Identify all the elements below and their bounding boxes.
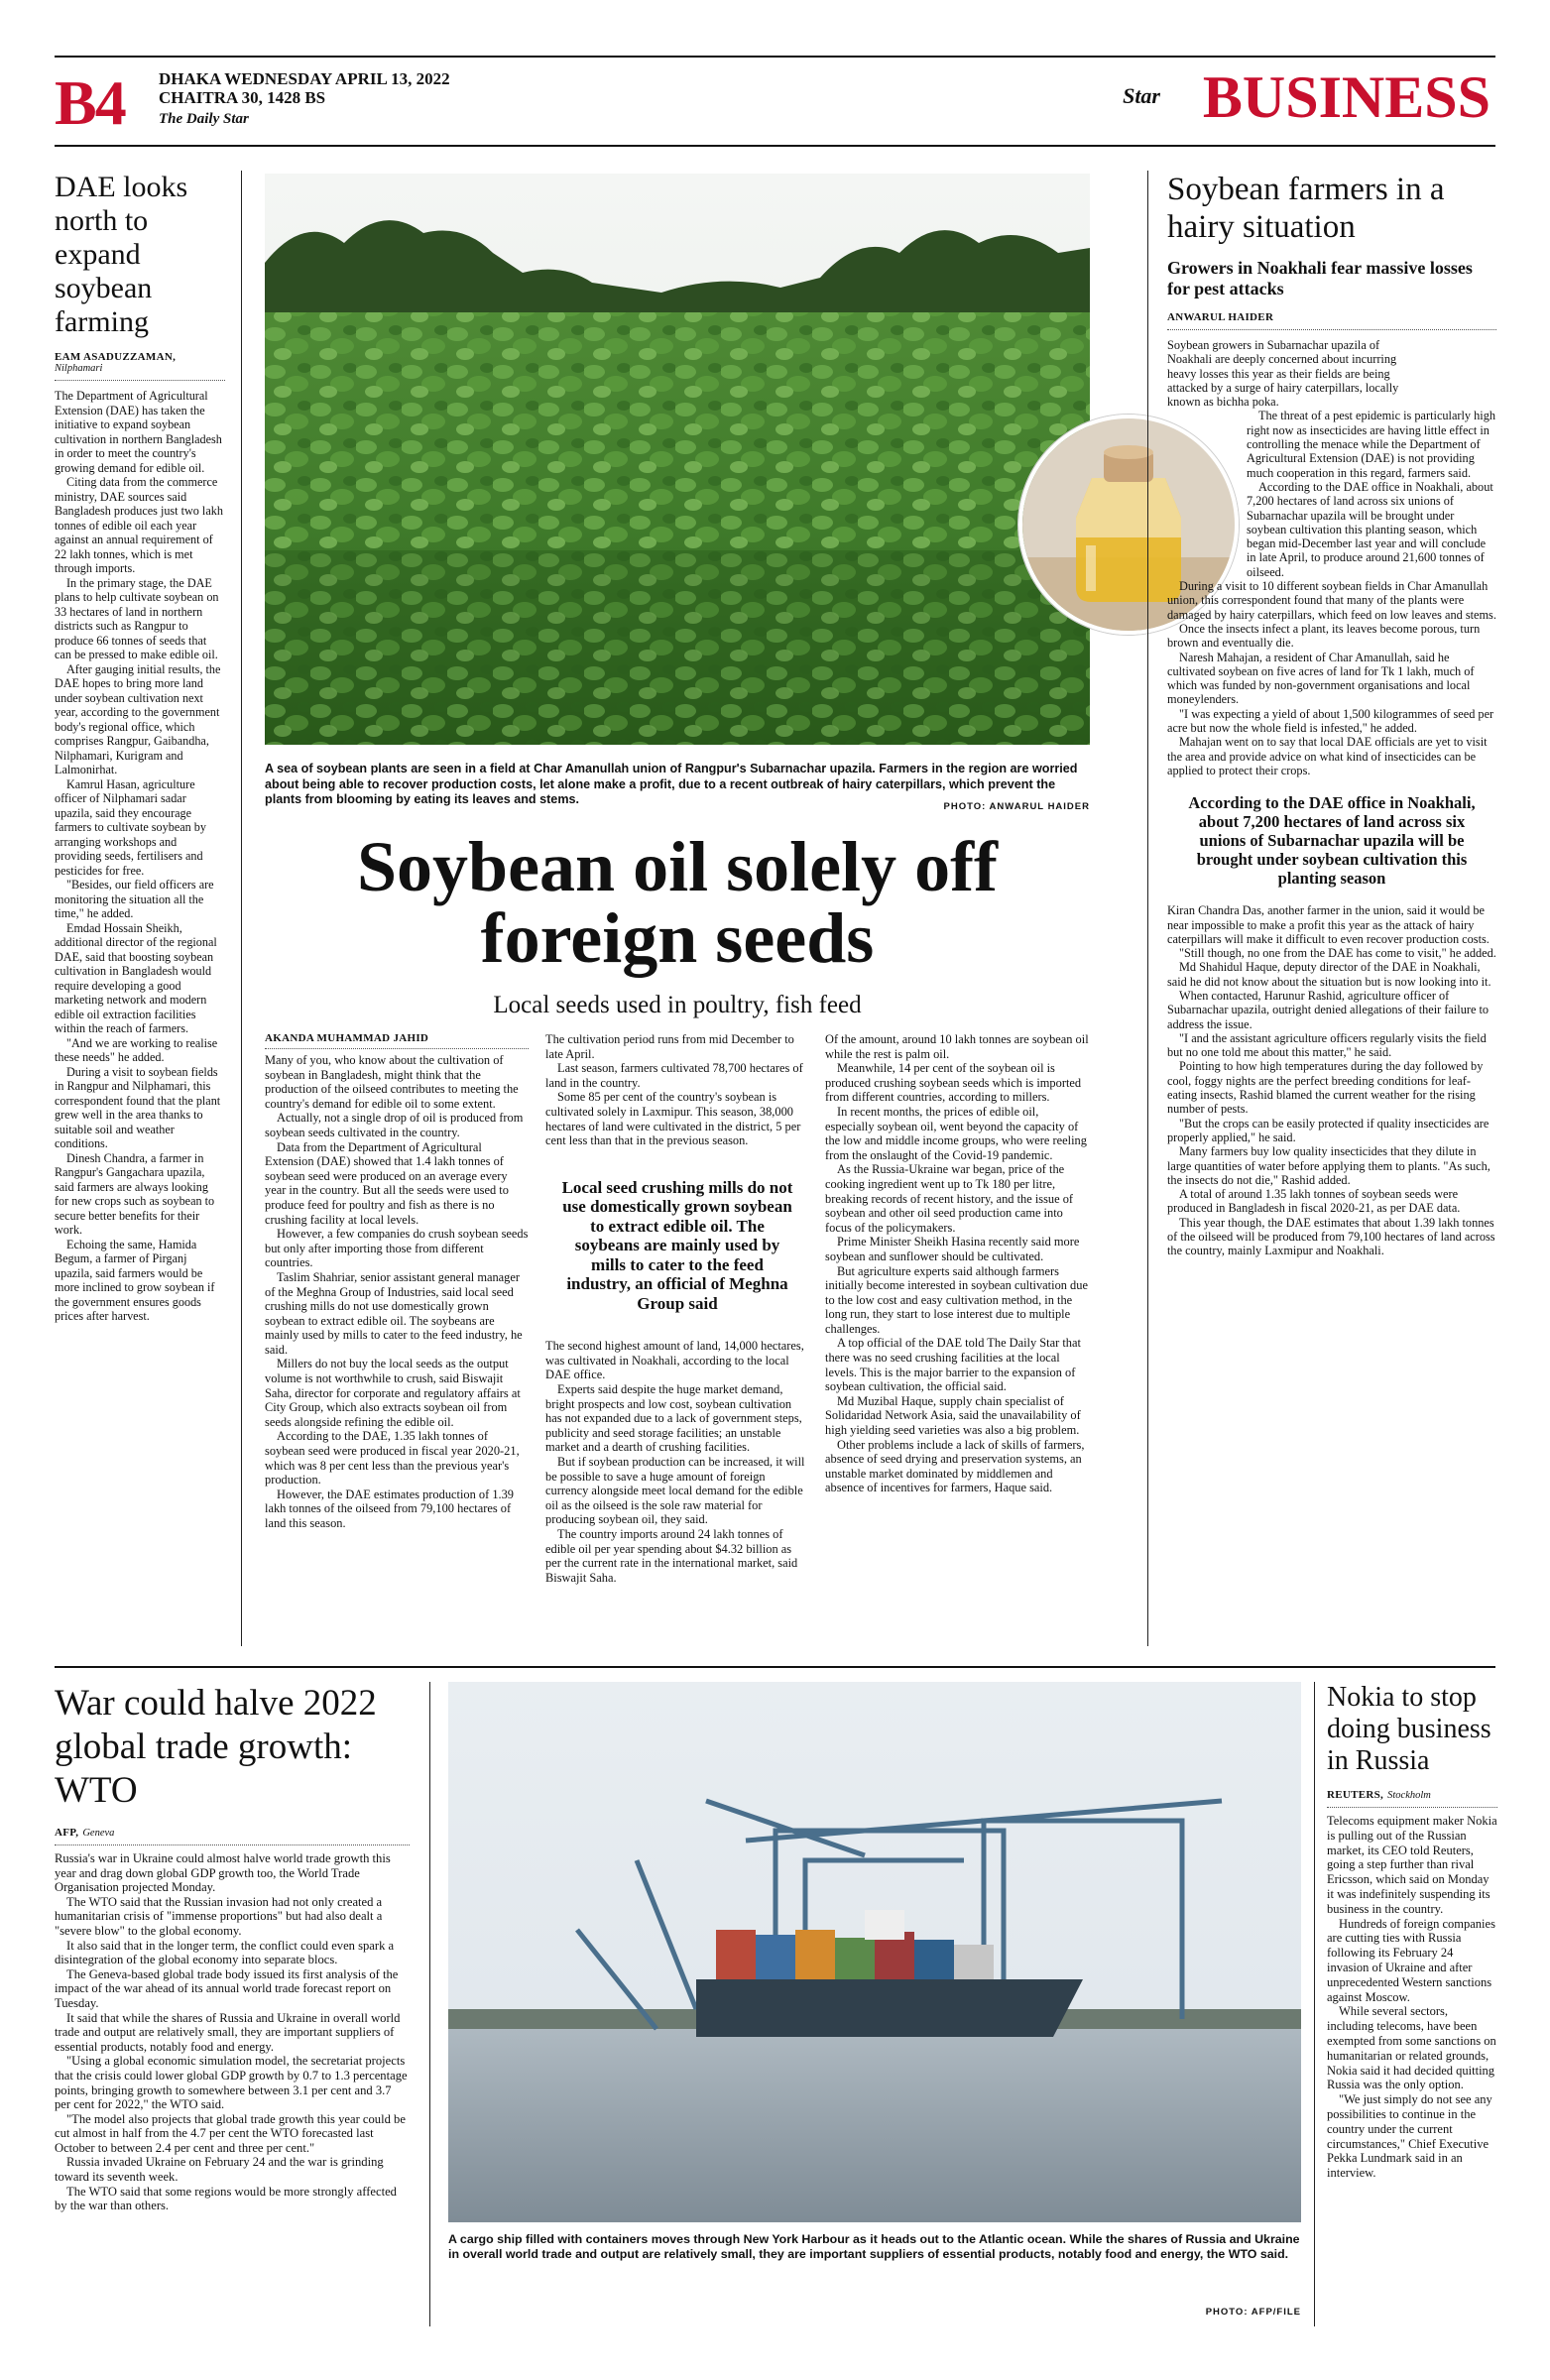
paragraph: Last season, farmers cultivated 78,700 hectares of land in the country. <box>545 1061 803 1090</box>
paragraph: In the primary stage, the DAE plans to help cultivate soybean on 33 hectares of land in northern districts such as Rangpur to produce 66 tonnes of seeds that can be pressed to make edible oil. <box>55 575 219 661</box>
paragraph: Telecoms equipment maker Nokia is pulling out of the Russian market, its CEO told Reuters, going a step further than rival Ericsson, which said on Monday it was indefinitely suspending its business in the country. <box>1327 1814 1497 1916</box>
right-story <box>1167 171 1496 1258</box>
paragraph: "And we are working to realise these needs" he added. <box>55 1035 218 1064</box>
byline-block <box>1327 1785 1497 1808</box>
paragraph: Many farmers buy low quality insecticides that they dilute in large quantities of water before applying them to plants. "As such, the insects do not die," Rashid added. <box>1167 1144 1490 1187</box>
headline: Soybean farmers in a hairy situation <box>1167 172 1445 245</box>
masthead-bottom-rule <box>55 145 1495 147</box>
soybean-field-photo <box>265 174 1090 745</box>
paragraph: Some 85 per cent of the country's soybean is cultivated solely in Laxmipur. This season, 38,000 hectares of land were cultivated in the district, 5 per cent less than that in the previous season. <box>545 1090 801 1148</box>
dateline-place: Geneva <box>82 1828 115 1839</box>
paragraph: Hundreds of foreign companies are cutting ties with Russia following its February 24 invasion of Ukraine and after unprecedented Western sanctions against Moscow. <box>1327 1916 1495 2004</box>
nokia-story <box>1327 1682 1497 2181</box>
article-body <box>545 1339 809 1585</box>
byline: REUTERS, <box>1327 1789 1384 1801</box>
paragraph: A total of around 1.35 lakh tonnes of soybean seeds were produced in Bangladesh in fiscal 2020-21, as per DAE data. <box>1167 1187 1461 1216</box>
paragraph: Actually, not a single drop of oil is produced from soybean seeds cultivated in the country. <box>265 1111 524 1139</box>
cargo-ship-photo <box>448 1682 1301 2222</box>
paragraph: A top official of the DAE told The Daily Star that there was no seed crushing facilities at the local levels. This is the major barrier to the expansion of soybean cultivation, the official said. <box>825 1336 1081 1394</box>
column-rule <box>1314 1682 1315 2326</box>
paragraph: "Besides, our field officers are monitoring the situation all the time," he added. <box>55 878 214 920</box>
paragraph: Russia's war in Ukraine could almost halve world trade growth this year and drag down global GDP growth too, the World Trade Organisation projected Monday. <box>55 1851 391 1895</box>
paragraph: Kiran Chandra Das, another farmer in the union, said it would be near impossible to make a profit this year as the attack of hairy caterpillars will make it difficult to even recover production costs. <box>1167 903 1490 946</box>
byline-block <box>55 351 225 381</box>
paragraph: In recent months, the prices of edible oil, especially soybean oil, went beyond the capacity of the low and middle income groups, who were reeling from the onslaught of the Covid-19 pandemic. <box>825 1104 1087 1162</box>
page-number: B4 <box>55 67 125 138</box>
paragraph: According to the DAE, 1.35 lakh tonnes of soybean seed were produced in fiscal year 2020-21, which was 8 per cent less than the previous year's production. <box>265 1429 520 1488</box>
column-rule <box>1147 171 1148 1646</box>
paragraph: The threat of a pest epidemic is particularly high right now as insecticides are having little effect in controlling the menace while the Department of Agricultural Extension (DAE) is not providing much cooperation in this regard, farmers said. <box>1247 409 1496 480</box>
paragraph: During a visit to 10 different soybean fields in Char Amanullah union, this correspondent found that many of the plants were damaged by hairy caterpillars, which feed on low leaves and stems. <box>1167 579 1496 622</box>
paragraph: After gauging initial results, the DAE hopes to bring more land under soybean cultivation next year, according to the government body's regional office, which comprises Rangpur, Gaibandha, Nilphamari, Kurigram and Lalmonirhat. <box>55 661 221 776</box>
paragraph: Md Muzibal Haque, supply chain specialist of Solidaridad Network Asia, said the unavailability of high yielding seed varieties was also a big problem. <box>825 1393 1081 1438</box>
paragraph: "But the crops can be easily protected if quality insecticides are properly applied," he said. <box>1167 1116 1490 1144</box>
paragraph: According to the DAE office in Noakhali, about 7,200 hectares of land across six unions of Subarnachar upazila will be brought under soybean cultivation this planting season, which began mid-December last year and will conclude in late April, to produce around 21,600 tonnes of oilseed. <box>1247 479 1493 579</box>
byline: EAM ASADUZZAMAN, <box>55 351 177 363</box>
article-body <box>265 1053 529 1531</box>
article-body <box>1167 903 1496 1257</box>
main-column-1 <box>265 1032 529 1531</box>
paragraph: As the Russia-Ukraine war began, price of the cooking ingredient went up to Tk 180 per litre, breaking records of recent history, and the issue of soybean and other oil seed production came into focus of the policymakers. <box>825 1162 1074 1235</box>
article-body <box>55 389 225 1324</box>
section-title: BUSINESS <box>1202 64 1490 130</box>
byline: AKANDA MUHAMMAD JAHID <box>265 1032 529 1049</box>
subhead: Growers in Noakhali fear massive losses for pest attacks <box>1167 258 1473 298</box>
paragraph: Meanwhile, 14 per cent of the soybean oil is produced crushing soybean seeds which is imported from different countries, according to millers. <box>825 1061 1082 1105</box>
byline: ANWARUL HAIDER <box>1167 311 1496 330</box>
paragraph: The country imports around 24 lakh tonnes of edible oil per year spending about $4.32 billion as per the current rate in the international market, said Biswajit Saha. <box>545 1526 798 1585</box>
paragraph: The WTO said that the Russian invasion had not only created a humanitarian crisis of "immense proportions" but had also dealt a "severe blow" to the global economy. <box>55 1894 383 1938</box>
paragraph: Citing data from the commerce ministry, DAE sources said Bangladesh produces just two lakh tonnes of edible oil each year against an annual requirement of 22 lakh tonnes, which is met through imports. <box>55 475 223 575</box>
paragraph: The Department of Agricultural Extension (DAE) has taken the initiative to expand soybean cultivation in northern Bangladesh in order to meet the country's growing demand for edible oil. <box>55 389 222 475</box>
pull-quote: According to the DAE office in Noakhali, about 7,200 hectares of land across six unions of Subarnachar upazila will be brought under soybean cultivation this planting season <box>1188 793 1476 889</box>
paragraph: The Geneva-based global trade body issued its first analysis of the impact of the war ahead of its annual world trade forecast report on Tuesday. <box>55 1966 399 2010</box>
paragraph: However, the DAE estimates production of 1.39 lakh tonnes of the oilseed from 79,100 hectares of land this season. <box>265 1487 514 1530</box>
main-headline <box>265 827 1090 978</box>
paragraph: But if soybean production can be increased, it will be possible to save a huge amount of foreign currency alongside meet local demand for the edible oil as the oilseed is the sole raw material for producing soybean oil, they said. <box>545 1455 805 1527</box>
paragraph: Mahajan went on to say that local DAE officials are yet to visit the area and provide advice on what kind of insecticides can be applied to protect their crops. <box>1167 735 1488 777</box>
main-column-3 <box>825 1032 1089 1495</box>
headline: DAE looks north to expand soybean farming <box>55 171 188 338</box>
paragraph: "The model also projects that global trade growth this year could be cut almost in half from the 4.7 per cent the WTO forecasted last October to between 2.4 per cent and three per cent." <box>55 2111 406 2155</box>
headline: Nokia to stop doing business in Russia <box>1327 1682 1491 1776</box>
headline: War could halve 2022 global trade growth: WTO <box>55 1683 377 1811</box>
paragraph: The cultivation period runs from mid December to late April. <box>545 1032 794 1061</box>
paragraph: "Still though, no one from the DAE has come to visit," he added. <box>1179 946 1496 961</box>
paragraph: Pointing to how high temperatures during the day followed by cool, foggy nights are the perfect breeding conditions for leaf-eating insects, Rashid blamed the current weather for the rising number of pests. <box>1167 1059 1484 1117</box>
cargo-photo-caption: A cargo ship filled with containers moves through New York Harbour as it heads out to the Atlantic ocean. While the shares of Russia and Ukraine in overall world trade and output are relatively small, they are important suppliers of essential products, notably food and energy, the WTO said. <box>448 2232 1300 2261</box>
paragraph: When contacted, Harunur Rashid, agriculture officer of Subarnachar upazila, outright denied allegations of their failure to address the issue. <box>1167 988 1490 1031</box>
paragraph: Many of you, who know about the cultivation of soybean in Bangladesh, might think that the production of the oilseed contributes to meeting the country's demand for edible oil to some extent. <box>265 1053 519 1111</box>
paragraph: While several sectors, including telecoms, have been exempted from some sanctions on humanitarian or related grounds, Nokia said it had decided quitting Russia was the only option. <box>1327 2004 1496 2092</box>
paragraph: The WTO said that some regions would be more strongly affected by the war than others. <box>55 2184 397 2213</box>
star-logo-mark: Star <box>1123 83 1160 108</box>
paragraph: Prime Minister Sheikh Hasina recently said more soybean and sunflower should be cultivated. <box>825 1235 1080 1263</box>
byline-block <box>55 1823 410 1845</box>
pull-quote: Local seed crushing mills do not use domestically grown soybean to extract edible oil. The soybeans are mainly used by mills to cater to the feed industry, an official of Meghna Group said <box>561 1177 793 1313</box>
date-text: DHAKA WEDNESDAY APRIL 13, 2022 <box>159 69 450 88</box>
article-body <box>1327 1814 1497 2181</box>
photo-credit: PHOTO: ANWARUL HAIDER <box>943 801 1090 812</box>
paragraph: However, a few companies do crush soybean seeds but only after importing those from different countries. <box>265 1227 529 1270</box>
paragraph: It also said that in the longer term, the conflict could even spark a disintegration of the global economy into separate blocs. <box>55 1938 395 1967</box>
headline-line-2: foreign seeds <box>480 898 875 978</box>
paragraph: "We just simply do not see any possibilities to continue in the country under the current circumstances," Chief Executive Pekka Lundmark said in an interview. <box>1327 2092 1492 2181</box>
paragraph: Millers do not buy the local seeds as the output volume is not worthwhile to crush, said Biswajit Saha, director for corporate and regulatory affairs at City Group, which also extracts soybean oil from seeds alongside refining the edible oil. <box>265 1357 521 1429</box>
paragraph: Echoing the same, Hamida Begum, a farmer of Pirganj upazila, said farmers would be more inclined to grow soybean if the government ensures goods prices after harvest. <box>55 1237 215 1323</box>
paragraph: Other problems include a lack of skills of farmers, absence of seed drying and preservation systems, an unstable market dominated by middlemen and absence of incentives for farmers, Haque said. <box>825 1437 1085 1495</box>
paragraph: "Using a global economic simulation model, the secretariat projects that the crisis could lower global GDP growth by 0.7 to 1.3 percentage points, bringing growth to somewhere between 3.1 per cent and 3.7 per cent for 2022," the WTO said. <box>55 2054 408 2112</box>
paragraph: Russia invaded Ukraine on February 24 and the war is grinding toward its seventh week. <box>55 2155 384 2185</box>
paragraph: During a visit to soybean fields in Rangpur and Nilphamari, this correspondent found that the plant grew well in the area thanks to suitable soil and weather conditions. <box>55 1064 221 1150</box>
paragraph: It said that while the shares of Russia and Ukraine in overall world trade and output are relatively small, they are important suppliers of essential products, notably food and energy. <box>55 2010 401 2054</box>
paragraph: The second highest amount of land, 14,000 hectares, was cultivated in Noakhali, according to the local DAE office. <box>545 1339 804 1382</box>
article-body <box>825 1032 1089 1495</box>
paragraph: Emdad Hossain Sheikh, additional director of the regional DAE, said that boosting soybean cultivation in Bangladesh would require developing a good marketing network and modern edible oil extraction facilities within the reach of farmers. <box>55 920 217 1035</box>
paper-logo: The Daily Star <box>159 111 249 127</box>
paragraph: "I was expecting a yield of about 1,500 kilogrammes of seed per acre but now the whole field is infested," he added. <box>1167 706 1494 736</box>
paragraph: Dinesh Chandra, a farmer in Rangpur's Gangachara upazila, said farmers are always looking for new crops such as soybean to secure better benefits for their work. <box>55 1150 215 1237</box>
dateline-place: Nilphamari <box>55 363 225 381</box>
paragraph: Taslim Shahriar, senior assistant general manager of the Meghna Group of Industries, said local seed crushing mills do not use domestically grown soybean to extract edible oil. The soybeans are mainly used by mills to cater to the feed industry, he said. <box>265 1269 523 1357</box>
paragraph: Experts said despite the huge market demand, bright prospects and low cost, soybean cultivation has not expanded due to a lack of government steps, publicity and seed storage facilities; an unstable market and a dearth of crushing facilities. <box>545 1382 802 1455</box>
paragraph: Once the insects infect a plant, its leaves become porous, turn brown and eventually die. <box>1167 621 1481 651</box>
masthead-top-rule <box>55 56 1495 58</box>
date-line <box>159 69 450 107</box>
dateline-place: Stockholm <box>1387 1790 1431 1801</box>
left-story <box>55 171 225 1324</box>
cargo-ship-image <box>448 1682 1301 2222</box>
headline-line-1: Soybean oil solely off <box>356 827 999 906</box>
paragraph: Naresh Mahajan, a resident of Char Amanullah, said he cultivated soybean on five acres of land for Tk 1 lakh, much of which was funded by non-government organisations and local moneylenders. <box>1167 650 1475 707</box>
column-rule <box>429 1682 430 2326</box>
article-body <box>545 1032 809 1148</box>
byline: AFP, <box>55 1827 79 1839</box>
article-body <box>1167 338 1496 777</box>
paragraph: Md Shahidul Haque, deputy director of the DAE in Noakhali, said he did not know about the situation but is now looking into it. <box>1167 960 1491 989</box>
section-divider <box>55 1666 1495 1668</box>
paragraph: Soybean growers in Subarnachar upazila of Noakhali are deeply concerned about incurring heavy losses this year as their fields are being attacked by a surge of hairy caterpillars, locally known as bichha poka. <box>1167 338 1399 410</box>
paragraph: "I and the assistant agriculture officers regularly visits the field but no one told me about this matter," he said. <box>1167 1030 1487 1060</box>
cargo-photo-credit: PHOTO: AFP/FILE <box>1205 2307 1301 2318</box>
main-subhead: Local seeds used in poultry, fish feed <box>493 992 862 1018</box>
column-rule <box>241 171 242 1646</box>
wto-story <box>55 1682 410 2213</box>
paragraph: Kamrul Hasan, agriculture officer of Nilphamari sadar upazila, said they encourage farmers to cultivate soybean by arranging workshops and providing seeds, fertilisers and pesticides for free. <box>55 776 206 878</box>
paragraph: But agriculture experts said although farmers initially become interested in soybean cultivation due to the low cost and easy cultivation method, in the long run, they start to lose interest due to multiple challenges. <box>825 1263 1088 1336</box>
soybean-field-image <box>265 174 1090 745</box>
paragraph: This year though, the DAE estimates that about 1.39 lakh tonnes of the oilseed will be produced from 79,100 hectares of land across the country, mainly Laxmipur and Noakhali. <box>1167 1215 1495 1258</box>
main-column-2 <box>545 1032 809 1585</box>
photo-caption: A sea of soybean plants are seen in a field at Char Amanullah union of Rangpur's Subarnachar upazila. Farmers in the region are worried about being able to recover production costs, let alone make a profit, due to a recent outbreak of hairy caterpillars, which prevent the plants from blooming by eating its leaves and stems. <box>265 762 1078 806</box>
bangla-date: CHAITRA 30, 1428 BS <box>159 88 326 107</box>
article-body <box>55 1851 410 2213</box>
paragraph: Data from the Department of Agricultural Extension (DAE) showed that 1.4 lakh tonnes of soybean seed were produced on an average every year in the country. But all the seeds were used to produce feed for poultry and fish as there is no crushing facility at local levels. <box>265 1139 509 1227</box>
paragraph: Of the amount, around 10 lakh tonnes are soybean oil while the rest is palm oil. <box>825 1032 1089 1061</box>
